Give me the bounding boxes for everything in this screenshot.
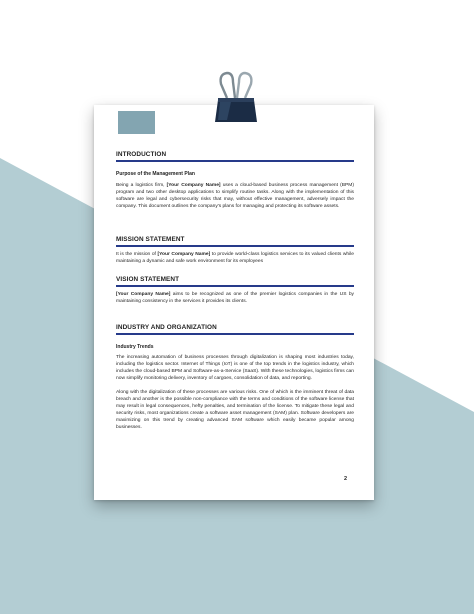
company-placeholder: [Your Company Name] — [166, 183, 221, 188]
industry-rule — [116, 333, 354, 335]
industry-section — [116, 324, 354, 431]
intro-subheading: Purpose of the Management Plan — [116, 171, 195, 177]
logo-placeholder — [118, 111, 155, 134]
vision-heading: VISION STATEMENT — [116, 276, 180, 283]
industry-subheading: Industry Trends — [116, 344, 154, 350]
page-number: 2 — [344, 476, 348, 482]
industry-paragraph-2: Along with the digitalization of these processes are various risks. One of which is the imminent threat of data breach and another is the possible non-compliance with the terms and conditions of the software license that may result in legal consequences, hefty penalties, and termination of the license. To mitigate these legal and security risks, most organizations create a software asset management (SAM) plan. Software developers are maximizing on this trend by creating advanced SAM software which easily became popular among businesses. — [116, 390, 354, 430]
binder-clip-icon — [211, 70, 261, 126]
vision-rule — [116, 285, 354, 287]
mission-rule — [116, 245, 354, 247]
company-placeholder: [Your Company Name] — [116, 292, 171, 297]
mission-section — [116, 236, 354, 265]
intro-heading: INTRODUCTION — [116, 151, 167, 158]
vision-section — [116, 276, 354, 305]
mission-heading: MISSION STATEMENT — [116, 236, 185, 243]
mission-paragraph: It is the mission of [Your Company Name] to provide world-class logistics services to its valued clients while maintaining a dynamic and safe work environment for its employees — [116, 252, 355, 264]
company-placeholder: [Your Company Name] — [157, 252, 211, 257]
industry-paragraph-1: The increasing automation of business processes through digitalization is shaping most industries today, including the logistics sector. Internet of Things (IoT) is one of the top trends in the logistics industry, which includes the cloud-based BPM and Software-as-a-Service (SaaS). With these technologies, logistics firms can now simplify monitoring delivery, inventory of cargoes, consolidation of data, and reporting. — [116, 355, 354, 381]
document-page — [94, 105, 374, 500]
industry-heading: INDUSTRY AND ORGANIZATION — [116, 324, 217, 331]
intro-paragraph: Being a logistics firm, [Your Company Name] uses a cloud-based business process management (BPM) program and two other desktop applications to simplify routine tasks. Along with the implementation of this software are legal and cybersecurity risks that may, without effective management, adversely impact the company. This document outlines the company's plans for managing and protecting its software assets. — [116, 183, 354, 209]
intro-section — [116, 151, 354, 210]
vision-paragraph: [Your Company Name] aims to be recognized as one of the premier logistics companies in the US by maintaining consistency in the services it provides its clients. — [116, 292, 354, 304]
intro-rule — [116, 160, 354, 162]
